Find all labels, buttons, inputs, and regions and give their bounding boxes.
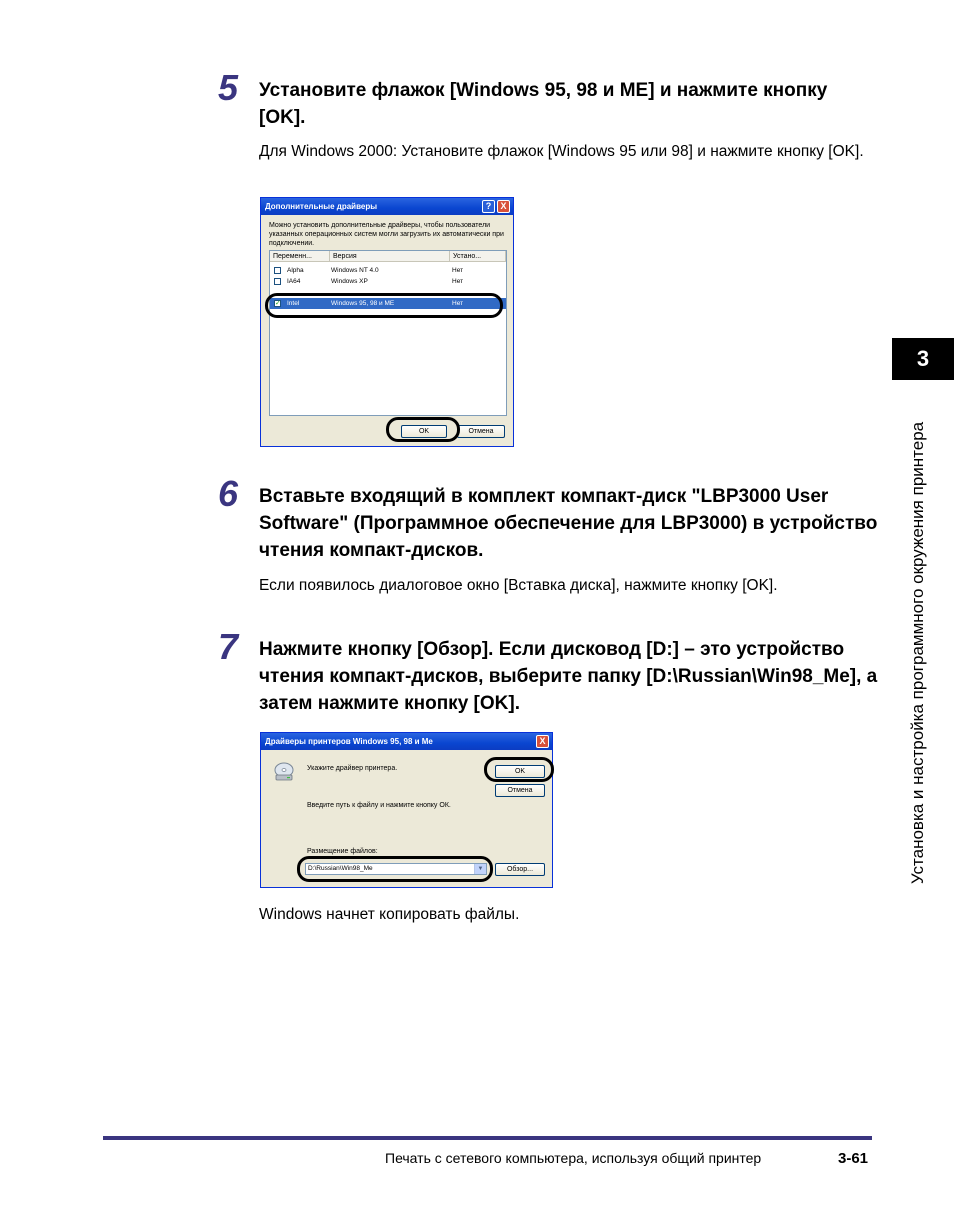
dialog2-titlebar (261, 733, 552, 750)
step-6-title: Вставьте входящий в комплект компакт-диск "LBP3000 User Software" (Программное обеспечение для LBP3000) в устройство чтения компакт-дисков. (259, 486, 878, 561)
step-5-title: Установите флажок [Windows 95, 98 и ME] и нажмите кнопку [OK]. (259, 80, 828, 128)
step-5-body: Для Windows 2000: Установите флажок [Windows 95 или 98] и нажмите кнопку [OK]. (259, 143, 864, 160)
column-header-installed[interactable]: Устано... (450, 251, 506, 262)
step-7-title: Нажмите кнопку [Обзор]. Если дисковод [D:] – это устройство чтения компакт-дисков, выберите папку [D:\Russian\Win98_Me], а затем нажмите кнопку [OK]. (259, 639, 878, 714)
location-value: D:\Russian\Win98_Me (308, 865, 373, 872)
step-5-number: 5 (218, 67, 239, 108)
row-version: Windows NT 4.0 (331, 267, 379, 274)
footer-caption: Печать с сетевого компьютера, используя общий принтер (385, 1150, 762, 1166)
column-header-env[interactable]: Переменн... (270, 251, 330, 262)
ok-button[interactable]: OK (401, 425, 447, 438)
row-installed: Нет (452, 278, 464, 285)
list-item[interactable] (270, 276, 506, 287)
dialog1-description: Можно установить дополнительные драйверы, чтобы пользователи указанных операционных систем могли загрузить их автоматически при подключении. (269, 222, 504, 247)
row-env: IA64 (287, 278, 301, 285)
row-env: Intel (287, 300, 300, 307)
row-checkbox[interactable] (274, 278, 281, 285)
cd-drive-icon (273, 761, 295, 783)
step-7-number: 7 (218, 626, 239, 667)
ok-button[interactable]: OK (495, 765, 545, 778)
step-6-number: 6 (218, 473, 239, 514)
row-installed: Нет (452, 267, 464, 274)
close-icon[interactable]: X (536, 735, 549, 748)
location-label: Размещение файлов: (307, 848, 378, 855)
highlight-ok-button-2 (484, 757, 554, 782)
row-installed: Нет (452, 300, 464, 307)
dialog2-instruction: Введите путь к файлу и нажмите кнопку ОК. (307, 802, 451, 809)
list-item[interactable] (270, 265, 506, 276)
chapter-tab: 3 (892, 338, 954, 380)
dialog1-titlebar (261, 198, 513, 215)
chapter-side-label (906, 388, 930, 918)
highlight-ok-button (386, 417, 460, 442)
dialog1-title: Дополнительные драйверы (265, 202, 378, 211)
cancel-button[interactable]: Отмена (495, 784, 545, 797)
additional-drivers-dialog (260, 197, 514, 447)
row-checkbox-checked[interactable]: ✓ (275, 300, 281, 307)
drivers-list[interactable] (269, 250, 507, 416)
step-7-body: Windows начнет копировать файлы. (259, 906, 520, 923)
highlight-intel-row (265, 293, 503, 318)
dialog2-prompt: Укажите драйвер принтера. (307, 765, 398, 772)
highlight-location-field (297, 856, 493, 882)
step-6-body: Если появилось диалоговое окно [Вставка диска], нажмите кнопку [OK]. (259, 577, 778, 594)
row-version: Windows 95, 98 и ME (331, 300, 395, 307)
footer-rule (103, 1136, 872, 1140)
row-version: Windows XP (331, 278, 368, 285)
browse-button[interactable]: Обзор... (495, 863, 545, 876)
cancel-button[interactable]: Отмена (457, 425, 505, 438)
dialog2-title: Драйверы принтеров Windows 95, 98 и Me (265, 737, 433, 746)
column-header-version[interactable]: Версия (330, 251, 450, 262)
row-checkbox[interactable] (274, 267, 281, 274)
close-icon[interactable]: X (497, 200, 510, 213)
chevron-down-icon[interactable]: ▼ (474, 864, 486, 874)
page-number: 3-61 (838, 1150, 869, 1167)
help-icon[interactable]: ? (482, 200, 495, 213)
row-env: Alpha (287, 267, 304, 274)
chapter-side-text: Установка и настройка программного окружения принтера (908, 421, 927, 885)
